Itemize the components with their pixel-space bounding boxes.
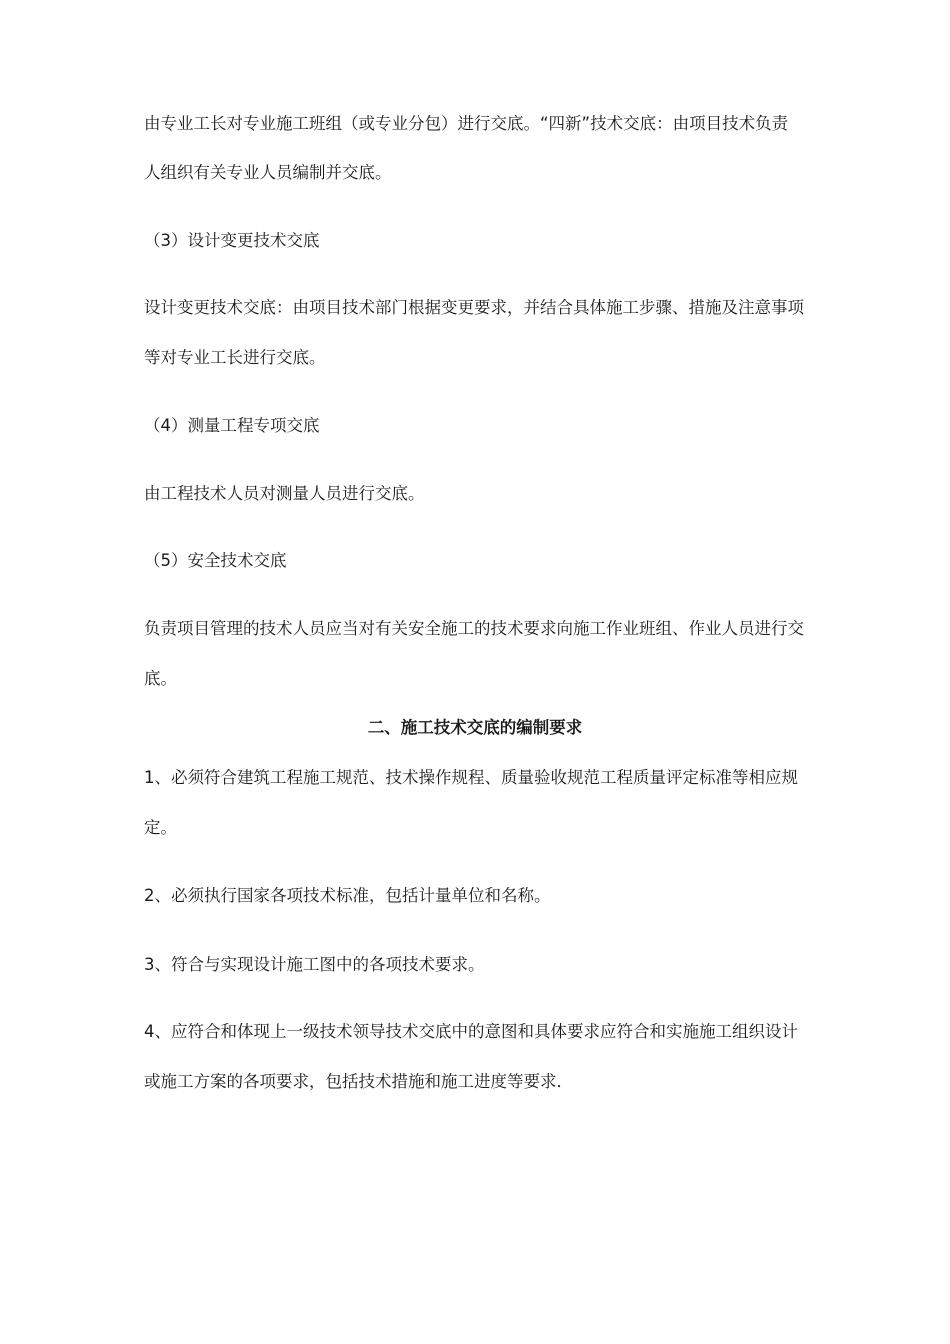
requirement-line: 1、必须符合建筑工程施工规范、技术操作规程、质量验收规范工程质量评定标准等相应规 (144, 768, 798, 787)
requirement-line: 定。 (144, 818, 177, 837)
paragraph-line: 由专业工长对专业施工班组（或专业分包）进行交底。“四新”技术交底：由项目技术负责 (144, 114, 789, 133)
subsection-title: （4）测量工程专项交底 (144, 416, 320, 435)
requirement-line: 或施工方案的各项要求，包括技术措施和施工进度等要求． (144, 1072, 573, 1091)
requirement-line: 4、应符合和体现上一级技术领导技术交底中的意图和具体要求应符合和实施施工组织设计 (144, 1022, 798, 1041)
paragraph-line: 设计变更技术交底：由项目技术部门根据变更要求，并结合具体施工步骤、措施及注意事项 (144, 298, 804, 317)
paragraph-line: 等对专业工长进行交底。 (144, 348, 326, 367)
paragraph-line: 底。 (144, 669, 177, 688)
paragraph-line: 由工程技术人员对测量人员进行交底。 (144, 484, 425, 503)
paragraph-line: 负责项目管理的技术人员应当对有关安全施工的技术要求向施工作业班组、作业人员进行交 (144, 619, 804, 638)
paragraph-line: 人组织有关专业人员编制并交底。 (144, 163, 392, 182)
requirement-line: 3、符合与实现设计施工图中的各项技术要求。 (144, 955, 485, 974)
subsection-title: （5）安全技术交底 (144, 551, 287, 570)
subsection-title: （3）设计变更技术交底 (144, 231, 320, 250)
requirement-line: 2、必须执行国家各项技术标准，包括计量单位和名称。 (144, 886, 551, 905)
section-heading: 二、施工技术交底的编制要求 (367, 718, 583, 737)
